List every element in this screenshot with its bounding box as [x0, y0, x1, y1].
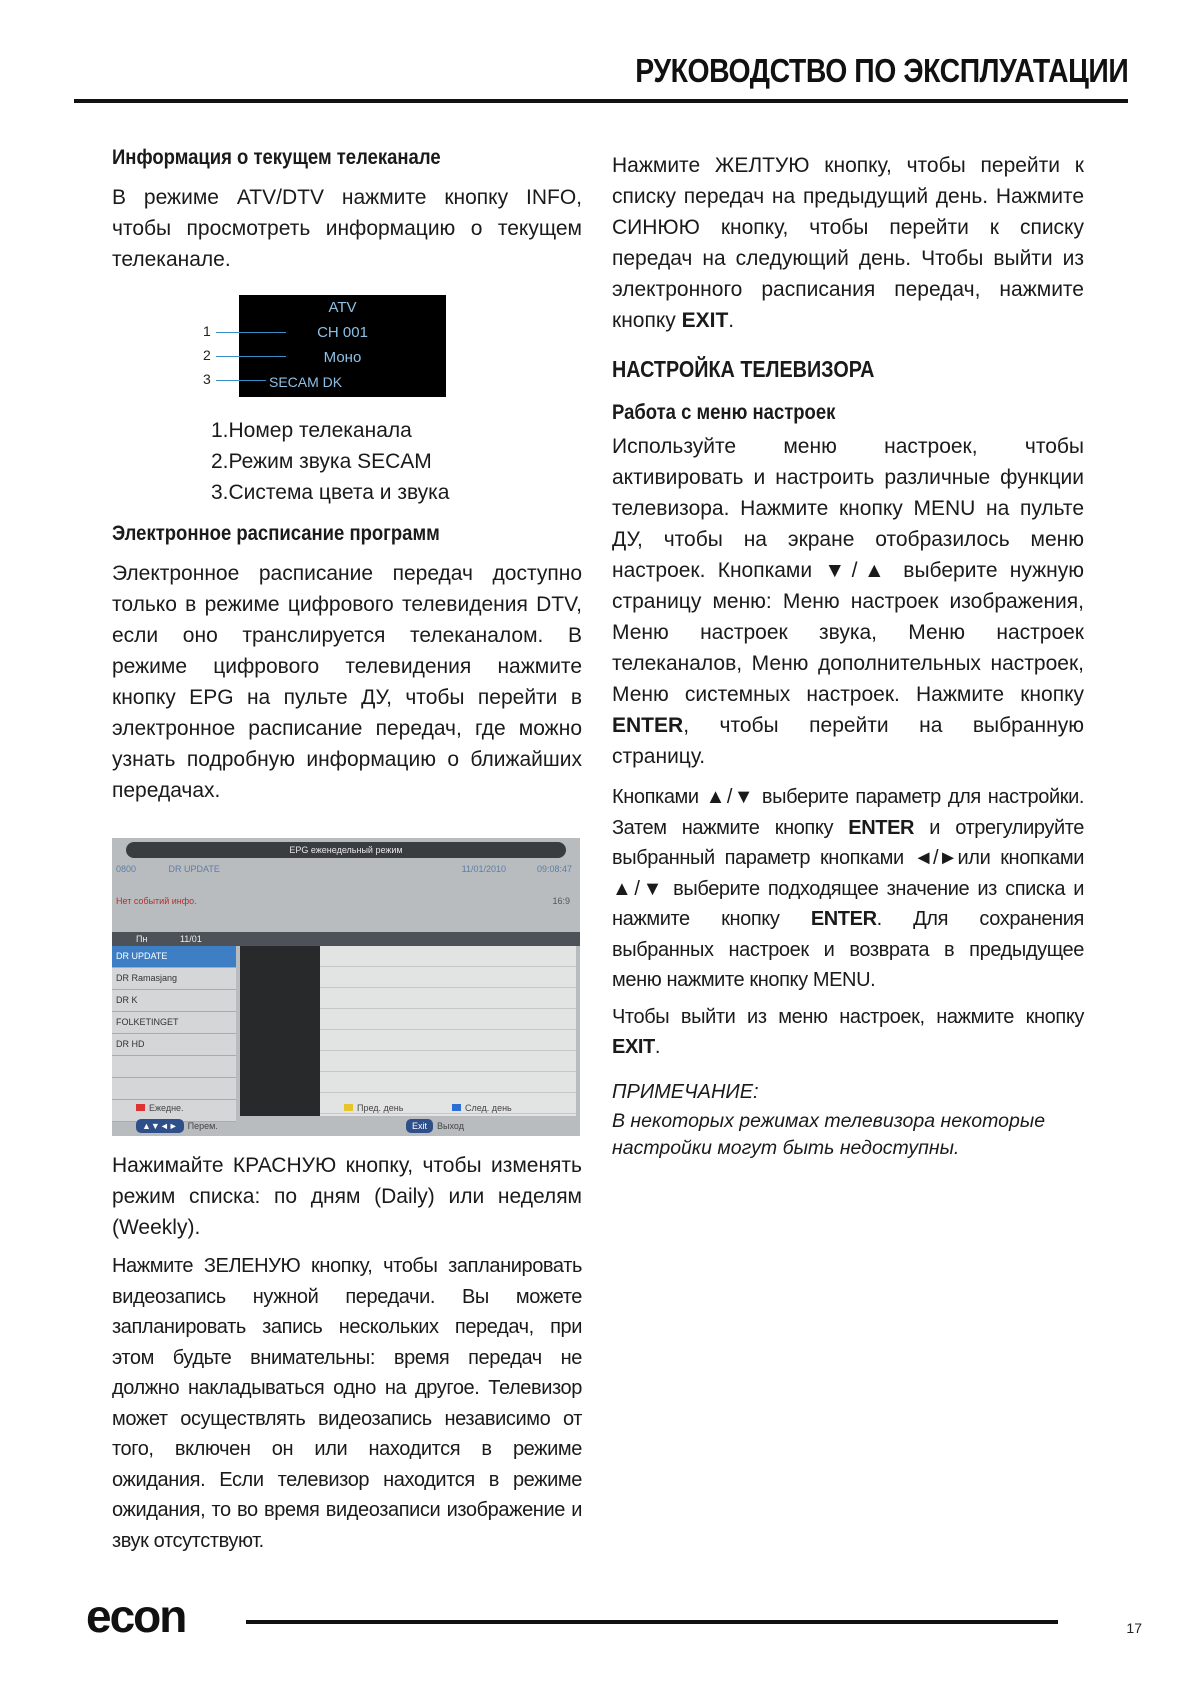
yellow-blue-paragraph — [612, 150, 1084, 336]
info-screen — [239, 295, 446, 397]
exit-key-text: EXIT — [612, 1036, 655, 1058]
epg-channel: FOLKETINGET — [112, 1012, 236, 1034]
nav-label: Перем. — [187, 1121, 218, 1131]
epg-no-events: Нет событий инфо. — [116, 896, 197, 906]
marker-3: 3 — [203, 371, 211, 387]
info-heading: Информация о текущем телеканале — [112, 146, 441, 169]
right-column — [612, 150, 1084, 1162]
menu-text-2c: . Для сохранения выбранных настроек и возврата в предыдущее меню нажмите кнопку MENU. — [612, 908, 1084, 991]
exit-label: Выход — [437, 1121, 464, 1131]
epg-code: 0800 — [116, 864, 137, 874]
legend-item: 3.Система цвета и звука — [211, 481, 450, 504]
note-text: В некоторых режимах телевизора некоторые настройки могут быть недоступны. — [612, 1109, 1046, 1159]
marker-line-3 — [216, 380, 266, 381]
menu-text-2b: и отрегулируйте выбранный параметр кнопками ◄/►или кнопками ▲/▼ выберите подходящее значение из списка и нажмите кнопку — [612, 816, 1084, 930]
epg-channel: DR Ramasjang — [112, 968, 236, 990]
screen-system: SECAM DK — [269, 374, 343, 390]
menu-paragraph-3 — [612, 1002, 1084, 1063]
epg-day-date: 11/01 — [179, 934, 202, 944]
exit-key-text: EXIT — [681, 309, 729, 332]
yellow-blue-text: Нажмите ЖЕЛТУЮ кнопку, чтобы перейти к списку передач на предыдущий день. Нажмите СИНЮЮ кнопку, чтобы перейти к списку передач на следующий день. Чтобы выйти из электронного расписания передач, нажмите кнопку — [612, 154, 1084, 332]
header-rule — [74, 99, 1128, 103]
red-key-swatch — [136, 1104, 145, 1111]
info-legend — [211, 415, 582, 508]
marker-1: 1 — [203, 323, 211, 339]
epg-date: 11/01/2010 — [461, 864, 506, 874]
epg-schedule-grid — [320, 946, 576, 1116]
legend-yellow: Пред. день — [357, 1103, 404, 1113]
legend-item: 2.Режим звука SECAM — [211, 450, 432, 473]
marker-line-2 — [216, 356, 286, 357]
epg-time: 09:08:47 — [536, 864, 572, 874]
epg-channel-empty — [112, 1078, 236, 1100]
page-number: 17 — [1126, 1620, 1142, 1636]
page-header-title: РУКОВОДСТВО ПО ЭКСПЛУАТАЦИИ — [634, 52, 1128, 89]
epg-channel-empty — [112, 1056, 236, 1078]
epg-paragraph: Электронное расписание передач доступно только в режиме цифрового телевидения DTV, если оно транслируется телеканалом. В режиме цифрового телевидения нажмите кнопку EPG на пульте ДУ, чтобы перейти в электронное расписание передач, где можно узнать подробную информацию о ближайших передачах. — [112, 562, 582, 802]
epg-program: DR UPDATE — [168, 864, 220, 874]
exit-pill: Exit — [406, 1119, 433, 1133]
nav-pill: ▲▼◄► — [136, 1119, 184, 1133]
enter-key-text: ENTER — [848, 816, 915, 839]
green-button-paragraph: Нажмите ЗЕЛЕНУЮ кнопку, чтобы запланировать видеозапись нужной передачи. Вы можете запланировать запись нескольких передач, при этом будьте внимательны: время передач не должно накладываться одно на другое. Телевизор может осуществлять видеозапись независимо от того, включен он или находится в режиме ожидания. Если телевизор находится в режиме ожидания, то во время видеозаписи изображение и звук отсутствуют. — [112, 1255, 582, 1552]
yellow-key-swatch — [344, 1104, 353, 1111]
epg-current-column — [240, 946, 320, 1116]
legend-item: 1.Номер телеканала — [211, 419, 412, 442]
menu-paragraph-2 — [612, 782, 1084, 996]
menu-text-2a: Кнопками ▲/▼ выберите параметр для настройки. Затем нажмите кнопку — [612, 786, 1084, 839]
screen-channel: CH 001 — [317, 324, 368, 341]
legend-blue: След. день — [465, 1103, 512, 1113]
period: . — [654, 1036, 661, 1058]
epg-channel: DR K — [112, 990, 236, 1012]
info-paragraph: В режиме ATV/DTV нажмите кнопку INFO, чтобы просмотреть информацию о текущем телеканале. — [112, 186, 582, 271]
menu-paragraph-1 — [612, 431, 1084, 772]
blue-key-swatch — [452, 1104, 461, 1111]
period: . — [728, 309, 735, 332]
epg-ratio: 16:9 — [552, 896, 570, 906]
red-button-paragraph: Нажимайте КРАСНУЮ кнопку, чтобы изменять режим списка: по дням (Daily) или неделям (Weekly). — [112, 1154, 582, 1239]
epg-nav-legend — [112, 1119, 580, 1133]
legend-red: Ежедне. — [149, 1103, 184, 1113]
comma: , — [683, 714, 690, 737]
footer-rule — [246, 1620, 1058, 1624]
menu-text-3: Чтобы выйти из меню настроек, нажмите кнопку — [612, 1005, 1084, 1028]
epg-channel-list — [112, 946, 236, 1122]
menu-text-1-end: чтобы перейти на выбранную страницу. — [612, 714, 1084, 768]
econ-logo — [86, 1594, 214, 1638]
screen-mode: ATV — [328, 299, 357, 316]
epg-header-row — [112, 932, 580, 946]
note-title: ПРИМЕЧАНИЕ: — [612, 1080, 759, 1103]
marker-2: 2 — [203, 347, 211, 363]
epg-screenshot — [112, 838, 580, 1136]
enter-key-text: ENTER — [612, 714, 684, 737]
enter-key-text: ENTER — [810, 908, 877, 930]
epg-channel: DR HD — [112, 1034, 236, 1056]
left-column — [112, 146, 582, 1556]
epg-day: Пн — [136, 934, 148, 944]
logo-text: econ — [86, 1594, 186, 1638]
epg-heading: Электронное расписание программ — [112, 522, 440, 545]
marker-line-1 — [216, 332, 286, 333]
menu-heading: Работа с меню настроек — [612, 401, 836, 424]
epg-channel: DR UPDATE — [112, 946, 236, 968]
setup-heading: НАСТРОЙКА ТЕЛЕВИЗОРА — [612, 356, 875, 382]
epg-color-legend — [112, 1101, 580, 1115]
menu-text-1: Используйте меню настроек, чтобы активировать и настроить различные функции телевизора. Нажмите кнопку MENU на пульте ДУ, чтобы на экране отобразилось меню настроек. Кнопками ▼/▲ выберите нужную страницу меню: Меню настроек изображения, Меню настроек звука, Меню настроек телеканалов, Меню дополнительных настроек, Меню системных настроек. Нажмите кнопку — [612, 435, 1084, 706]
screen-sound: Моно — [323, 349, 362, 366]
info-screen-figure — [112, 295, 582, 401]
epg-info-row — [116, 864, 576, 878]
epg-title-bar: EPG еженедельный режим — [126, 842, 566, 858]
